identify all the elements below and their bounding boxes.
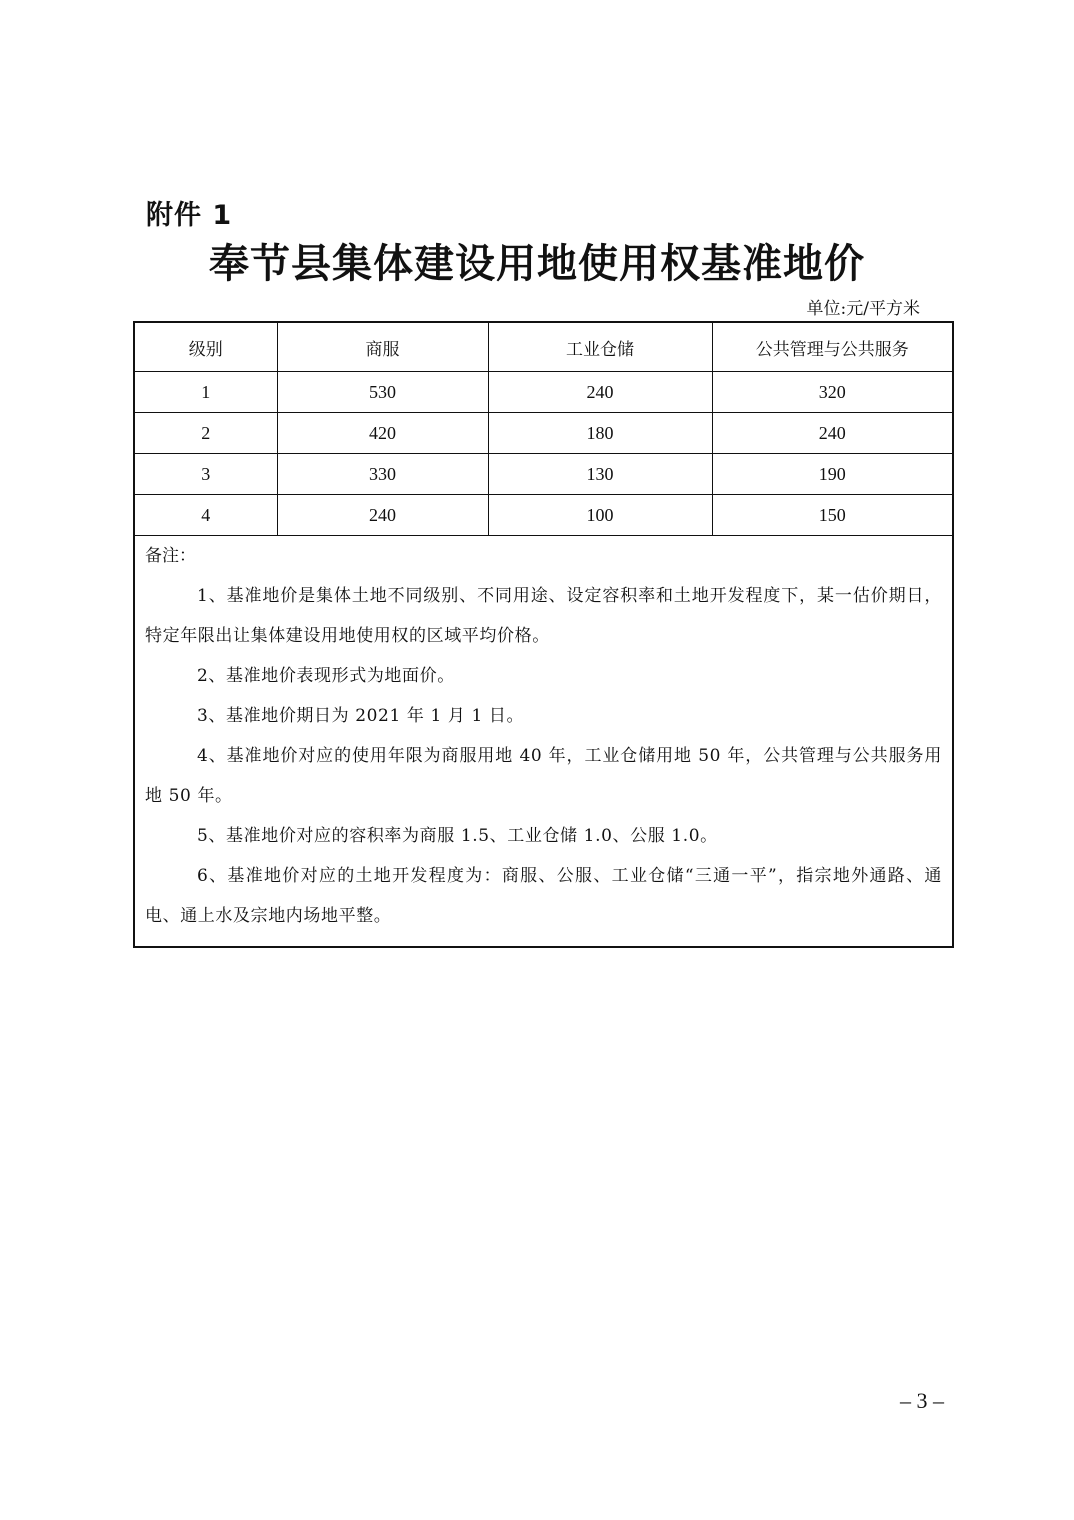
cell-public: 240 <box>712 413 953 454</box>
cell-public: 150 <box>712 495 953 536</box>
header-industrial: 工业仓储 <box>488 322 712 372</box>
note-item: 4、基准地价对应的使用年限为商服用地 40 年，工业仓储用地 50 年，公共管理与公共服务用地 50 年。 <box>145 746 942 806</box>
notes-heading: 备注： <box>145 546 196 566</box>
table-header-row <box>134 322 953 372</box>
table-row <box>134 372 953 413</box>
note-item: 2、基准地价表现形式为地面价。 <box>197 666 455 686</box>
table-row <box>134 495 953 536</box>
table-row <box>134 454 953 495</box>
cell-commercial: 240 <box>277 495 488 536</box>
table-row <box>134 413 953 454</box>
cell-industrial: 100 <box>488 495 712 536</box>
cell-industrial: 180 <box>488 413 712 454</box>
cell-commercial: 420 <box>277 413 488 454</box>
notes-row <box>134 536 953 948</box>
cell-level: 2 <box>134 413 277 454</box>
cell-commercial: 330 <box>277 454 488 495</box>
cell-industrial: 240 <box>488 372 712 413</box>
note-item: 3、基准地价期日为 2021 年 1 月 1 日。 <box>197 706 525 726</box>
land-price-table <box>133 321 954 948</box>
attachment-label: 附件 1 <box>146 200 233 231</box>
note-item: 6、基准地价对应的土地开发程度为：商服、公服、工业仓储“三通一平”，指宗地外通路、通电、通上水及宗地内场地平整。 <box>145 866 942 926</box>
notes-cell <box>134 536 953 948</box>
unit-label: 单位:元/平方米 <box>806 299 920 319</box>
cell-public: 320 <box>712 372 953 413</box>
header-level: 级别 <box>134 322 277 372</box>
cell-industrial: 130 <box>488 454 712 495</box>
cell-level: 3 <box>134 454 277 495</box>
page-title: 奉节县集体建设用地使用权基准地价 <box>209 241 865 287</box>
cell-level: 1 <box>134 372 277 413</box>
cell-public: 190 <box>712 454 953 495</box>
note-item: 1、基准地价是集体土地不同级别、不同用途、设定容积率和土地开发程度下，某一估价期日，特定年限出让集体建设用地使用权的区域平均价格。 <box>145 586 942 646</box>
header-commercial: 商服 <box>277 322 488 372</box>
cell-commercial: 530 <box>277 372 488 413</box>
note-item: 5、基准地价对应的容积率为商服 1.5、工业仓储 1.0、公服 1.0。 <box>197 826 718 846</box>
cell-level: 4 <box>134 495 277 536</box>
header-public: 公共管理与公共服务 <box>712 322 953 372</box>
page-number: – 3 – <box>900 1388 944 1413</box>
